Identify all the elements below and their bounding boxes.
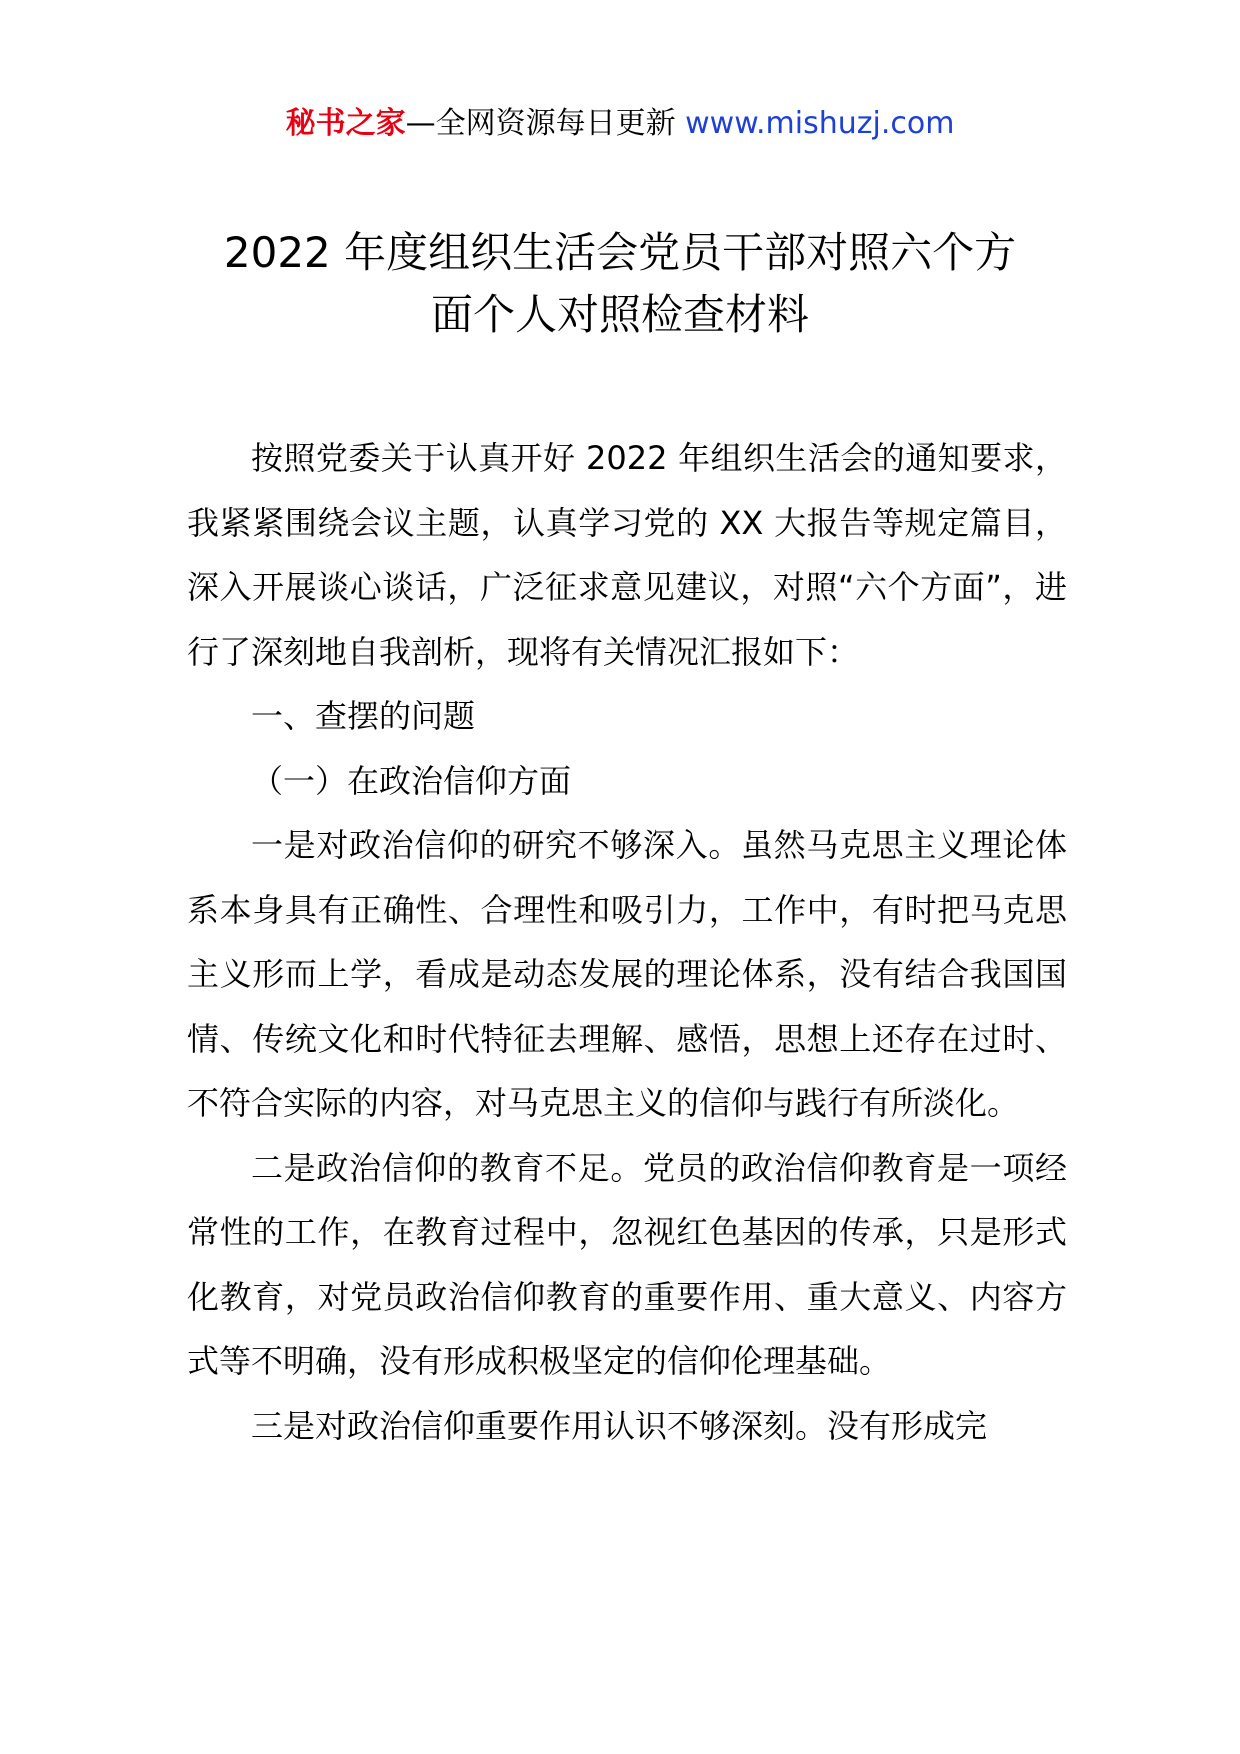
document-title	[150, 222, 1090, 346]
document-body	[187, 426, 1067, 1458]
body-paragraph: 二是政治信仰的教育不足。党员的政治信仰教育是一项经常性的工作，在教育过程中，忽视红色基因的传承，只是形式化教育，对党员政治信仰教育的重要作用、重大意义、内容方式等不明确，没有形成积极坚定的信仰伦理基础。	[187, 1148, 1067, 1380]
header-tagline: —全网资源每日更新	[405, 106, 676, 141]
body-paragraph: 一是对政治信仰的研究不够深入。虽然马克思主义理论体系本身具有正确性、合理性和吸引力，工作中，有时把马克思主义形而上学，看成是动态发展的理论体系，没有结合我国国情、传统文化和时代特征去理解、感悟，思想上还存在过时、不符合实际的内容，对马克思主义的信仰与践行有所淡化。	[187, 826, 1067, 1122]
intro-paragraph: 按照党委关于认真开好 2022 年组织生活会的通知要求，我紧紧围绕会议主题，认真学习党的 XX 大报告等规定篇目，深入开展谈心谈话，广泛征求意见建议，对照“六个方面”，进行了深刻地自我剖析，现将有关情况汇报如下：	[187, 439, 1067, 671]
title-line-1: 2022 年度组织生活会党员干部对照六个方	[223, 228, 1017, 277]
brand-name: 秘书之家	[285, 106, 406, 141]
title-line-2: 面个人对照检查材料	[430, 290, 809, 339]
website-link[interactable]: www.mishuzj.com	[685, 106, 955, 141]
section-heading: 一、查摆的问题	[251, 697, 476, 735]
page-header	[0, 100, 1240, 148]
subsection-heading: （一）在政治信仰方面	[251, 761, 572, 800]
body-paragraph: 三是对政治信仰重要作用认识不够深刻。没有形成完	[251, 1406, 988, 1445]
